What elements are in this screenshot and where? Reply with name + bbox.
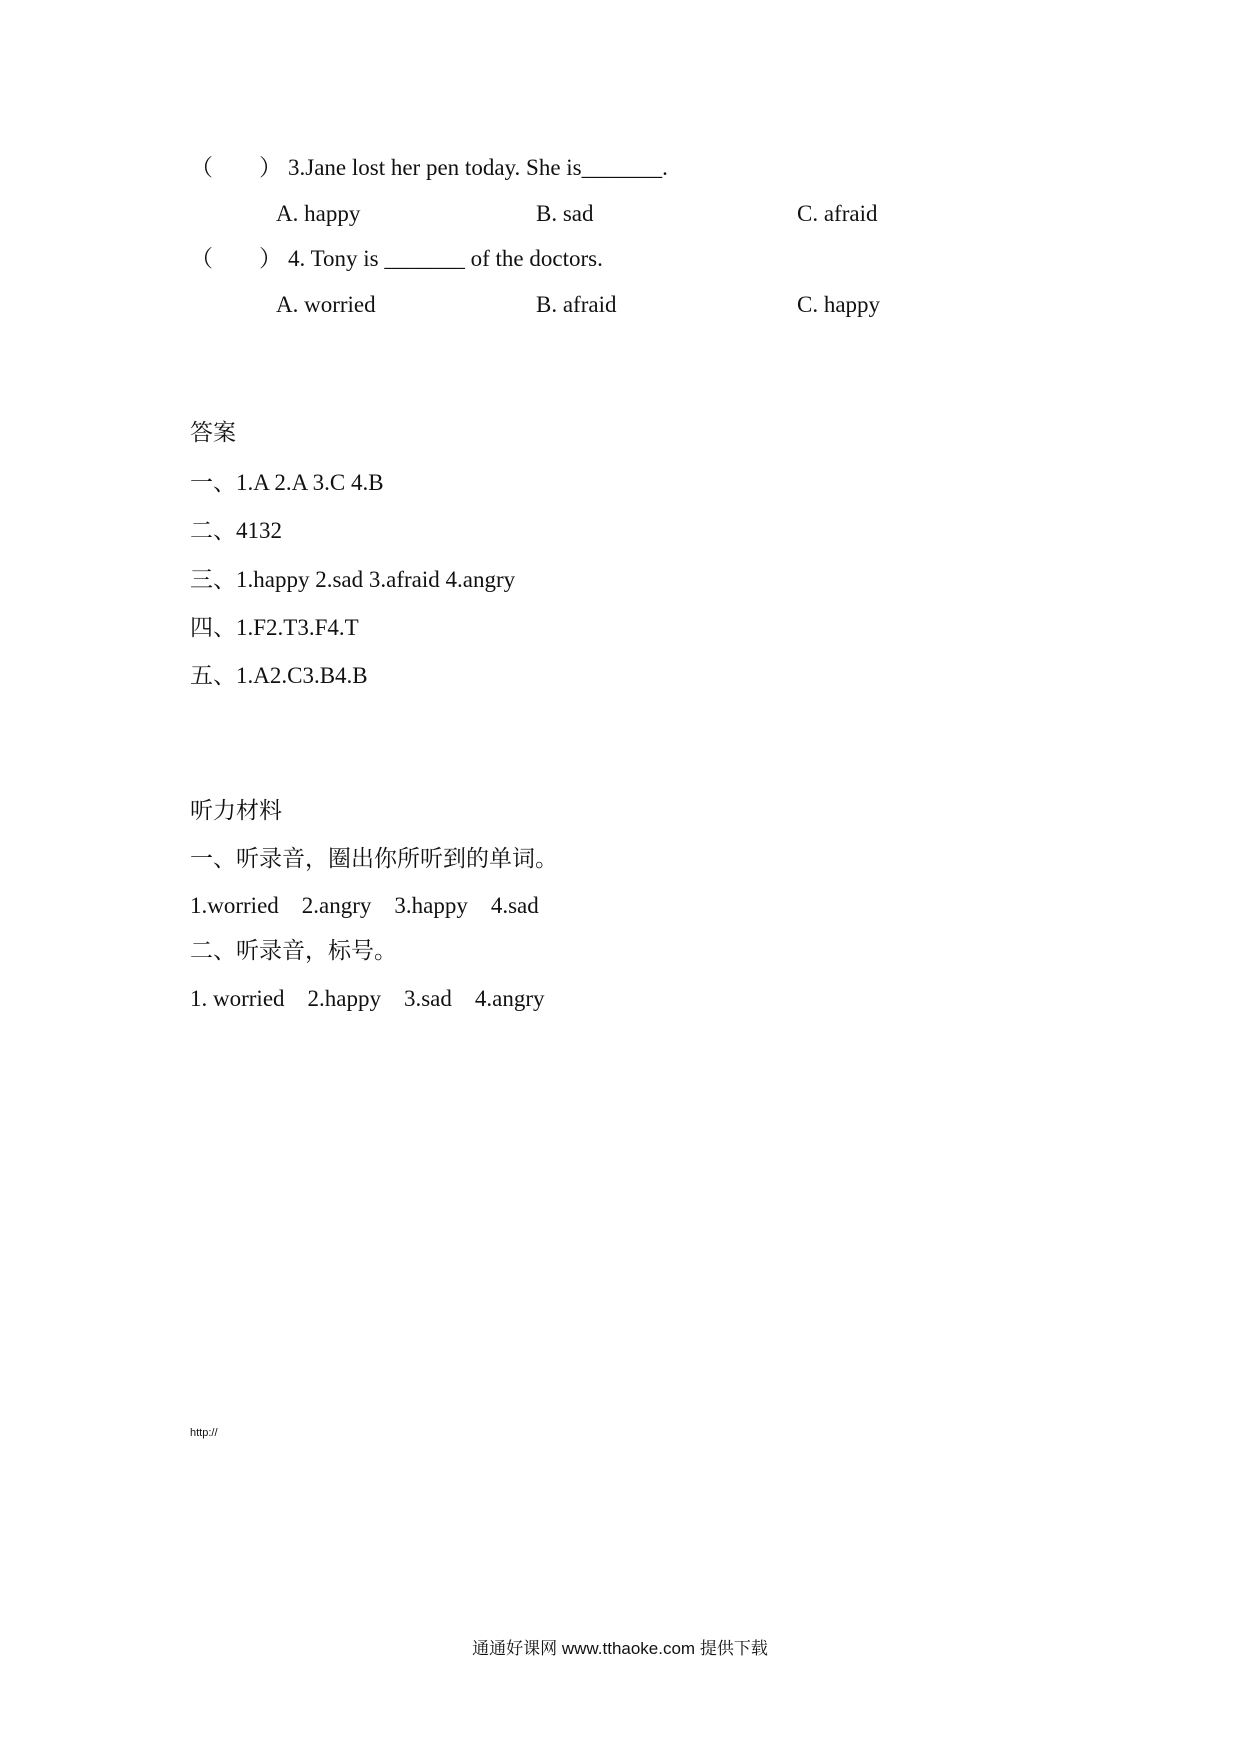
answer-line-3: 三、1.happy 2.sad 3.afraid 4.angry (190, 567, 516, 592)
answer-line-4: 四、1.F2.T3.F4.T (190, 615, 359, 640)
answer-bracket: （ ） (190, 155, 282, 180)
question-text: 3.Jane lost her pen today. She is_______. (288, 155, 668, 180)
answer-line-5: 五、1.A2.C3.B4.B (190, 663, 368, 688)
option-a: A. happy (276, 201, 361, 226)
question-3 (190, 153, 668, 183)
listening-section-1-title: 一、听录音，圈出你所听到的单词。 (190, 846, 558, 871)
answer-line-1: 一、1.A 2.A 3.C 4.B (190, 470, 384, 495)
question-text: 4. Tony is _______ of the doctors. (288, 246, 603, 271)
option-c: C. happy (797, 292, 881, 317)
option-b: B. sad (536, 201, 594, 226)
option-c: C. afraid (797, 201, 878, 226)
listening-section-2-title: 二、听录音，标号。 (190, 938, 397, 963)
answer-line-2: 二、4132 (190, 518, 282, 543)
listening-heading: 听力材料 (190, 798, 282, 823)
option-b: B. afraid (536, 292, 617, 317)
answer-bracket: （ ） (190, 246, 282, 271)
question-4 (190, 244, 603, 274)
listening-section-1-items: 1.worried 2.angry 3.happy 4.sad (190, 893, 539, 918)
footer-credit: 通通好课网 www.tthaoke.com 提供下载 (472, 1639, 768, 1658)
option-a: A. worried (276, 292, 376, 317)
answers-heading: 答案 (190, 420, 236, 445)
link-text: http:// (190, 1427, 218, 1439)
listening-section-2-items: 1. worried 2.happy 3.sad 4.angry (190, 986, 545, 1011)
